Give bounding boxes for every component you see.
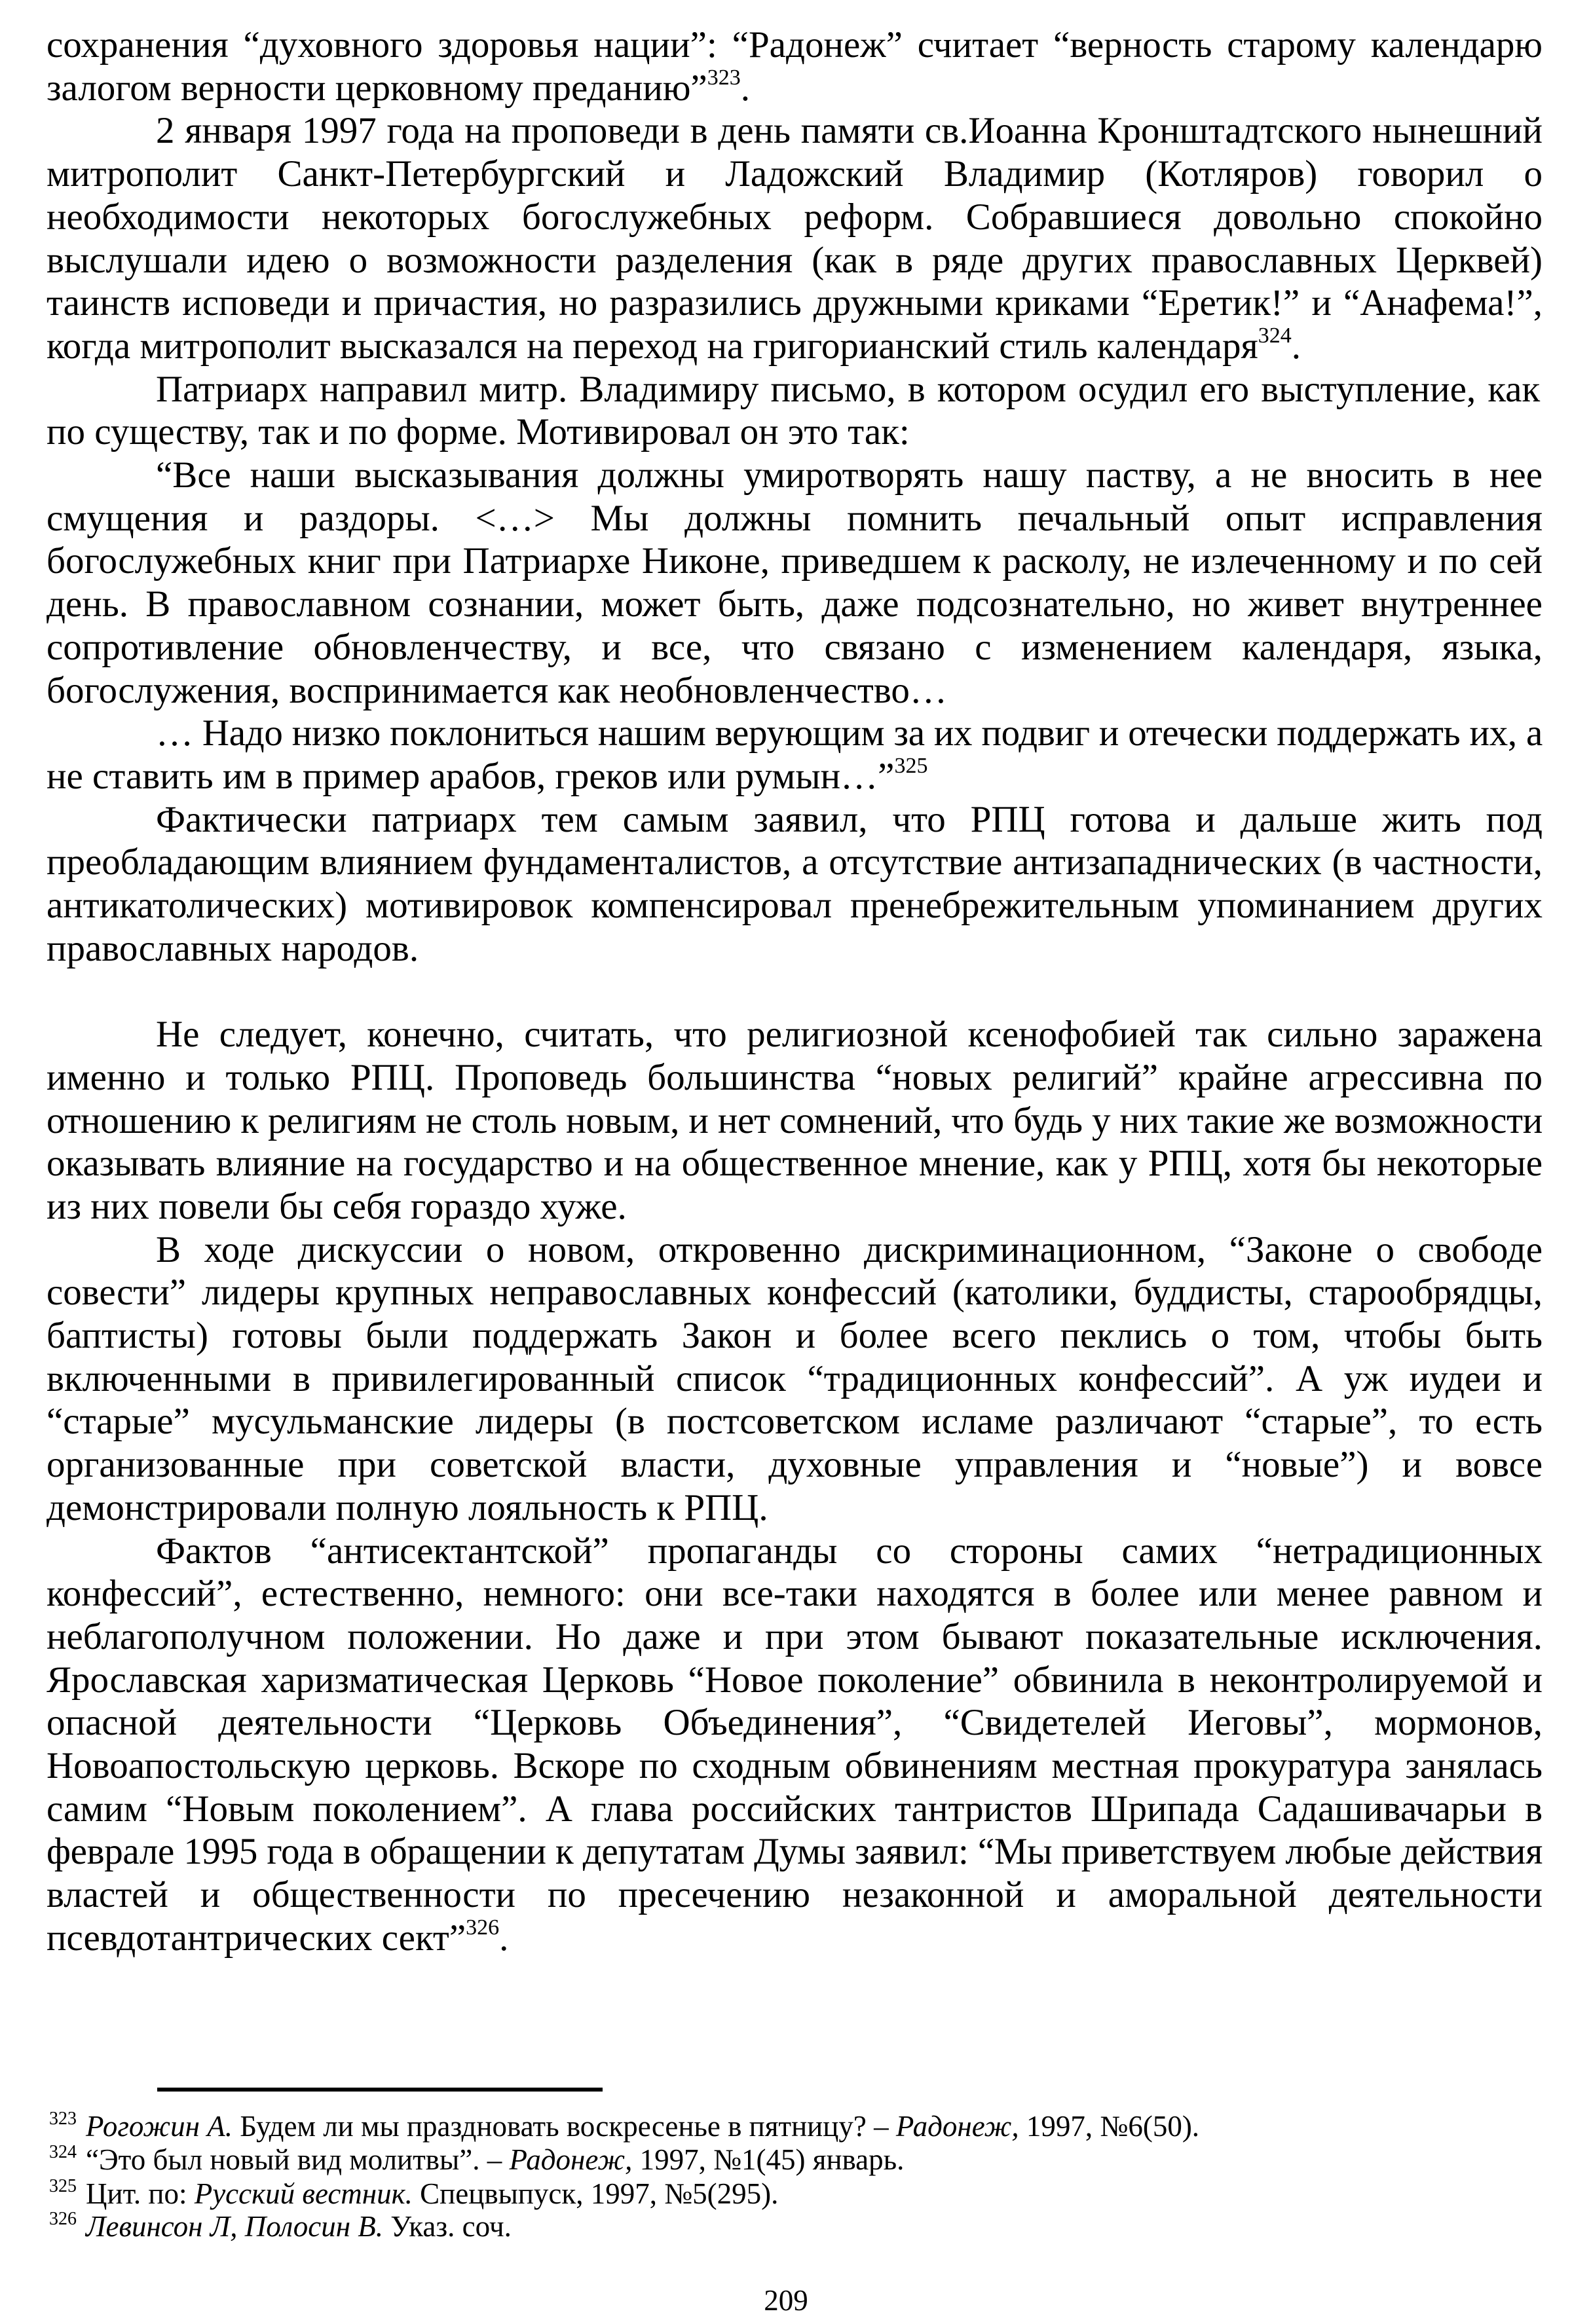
text-line [47, 282, 1543, 325]
footnote [49, 2210, 512, 2243]
text-line [47, 1701, 1543, 1744]
line-content [47, 24, 1543, 67]
line-text: совести” лидеры крупных неправославных конфессий (католики, буддисты, старообрядцы, [47, 1272, 1543, 1314]
line-text: отношению к религиям не столь новым, и нет сомнений, что будь у них такие же возможности [47, 1099, 1543, 1141]
footnote-text: Спецвыпуск, 1997, №5(295). [412, 2177, 779, 2210]
footnote-italic-text: Левинсон Л, Полосин В. [86, 2210, 384, 2243]
line-content [156, 109, 1543, 153]
text-line [47, 1099, 1543, 1143]
footnote [49, 2143, 904, 2176]
footnote-text: “Это был новый вид молитвы”. – [86, 2143, 510, 2176]
text-line [47, 1314, 1543, 1357]
line-text: конфессий”, естественно, немного: они все-таки находятся в более или менее равном и [47, 1573, 1543, 1615]
text-line [47, 1142, 1543, 1185]
line-text: антикатолических) мотивировок компенсировал пренебрежительным упоминанием других [47, 885, 1543, 926]
line-content [47, 1830, 1543, 1873]
line-content [47, 1572, 1543, 1615]
text-line [47, 24, 1543, 67]
text-line [47, 411, 1543, 454]
text-line [47, 1271, 1543, 1314]
footnote-ref[interactable]: 326 [466, 1915, 500, 1940]
line-text: Фактов “антисектантской” пропаганды со стороны самих “нетрадиционных [156, 1530, 1543, 1572]
footnote-ref[interactable]: 324 [1258, 323, 1292, 348]
line-text: богослужебных книг при Патриархе Никоне, приведшем к расколу, не излеченному и по сей [47, 540, 1543, 582]
line-text: включенными в привилегированный список “традиционных конфессий”. А уж иудеи и [47, 1357, 1543, 1399]
line-text: “старые” мусульманские лидеры (в постсоветском исламе различают “старые”, то есть [47, 1401, 1543, 1443]
line-text: “Все наши высказывания должны умиротворять нашу паству, а не вносить в нее [156, 454, 1543, 496]
footnote-number: 323 [49, 2109, 77, 2129]
line-content [47, 1357, 1543, 1401]
line-content [156, 454, 1543, 497]
line-text: смущения и раздоры. <…> Мы должны помнить печальный опыт исправления [47, 497, 1543, 539]
line-text: … Надо низко поклониться нашим верующим за их подвиг и отечески поддержать их, а [156, 712, 1543, 754]
line-text: богослужения, воспринимается как необновленчество… [47, 669, 947, 711]
line-text: Фактически патриарх тем самым заявил, что РПЦ готова и дальше жить под [156, 798, 1543, 840]
line-content [47, 67, 750, 110]
text-line [47, 1917, 1543, 1960]
footnote [49, 2177, 778, 2210]
line-content [156, 1013, 1543, 1056]
line-content [47, 1185, 627, 1228]
line-text: православных народов. [47, 927, 419, 969]
text-line [47, 497, 1543, 540]
line-content [47, 1142, 1543, 1185]
line-content [47, 1744, 1543, 1788]
text-line [47, 325, 1543, 368]
punctuation: . [740, 67, 750, 109]
line-content [47, 755, 927, 798]
footnote-italic-text: Радонеж, [509, 2143, 633, 2176]
line-text: Патриарх направил митр. Владимиру письмо, в котором осудил его выступление, как [156, 368, 1541, 410]
footnote-italic-text: Русский вестник. [194, 2177, 413, 2210]
text-line [156, 109, 1543, 153]
line-content [156, 1530, 1543, 1573]
footnote-text: Указ. соч. [383, 2210, 512, 2243]
line-content [47, 239, 1543, 282]
line-text: демонстрировали полную лояльность к РПЦ. [47, 1486, 768, 1528]
line-content [47, 411, 910, 454]
line-content [47, 196, 1543, 239]
punctuation: . [499, 1917, 509, 1959]
text-line [47, 67, 1543, 110]
text-line [47, 583, 1543, 626]
text-line [47, 540, 1543, 583]
text-line [47, 1659, 1543, 1702]
line-content [47, 1443, 1543, 1486]
text-line [47, 1443, 1543, 1486]
line-text: самим “Новым поколением”. А глава российских тантристов Шрипада Садашивачарьи в [47, 1788, 1543, 1830]
line-content [47, 1099, 1543, 1143]
text-line [47, 1572, 1543, 1615]
line-text: 2 января 1997 года на проповеди в день памяти св.Иоанна Кронштадтского нынешний [156, 110, 1543, 152]
line-content [47, 884, 1543, 927]
line-text: псевдотантрических сект” [47, 1917, 466, 1959]
footnote-text: 1997, №1(45) январь. [632, 2143, 905, 2176]
footnote-number: 326 [49, 2209, 77, 2229]
line-content [47, 325, 1301, 368]
line-content [47, 497, 1543, 540]
line-text: залогом верности церковному преданию” [47, 67, 707, 109]
text-line [156, 712, 1543, 755]
page-number: 209 [764, 2284, 808, 2317]
line-text: неблагополучном положении. Но даже и при этом бывают показательные исключения. [47, 1615, 1543, 1657]
text-line [47, 1357, 1543, 1401]
text-line [156, 1228, 1543, 1272]
line-text: выслушали идею о возможности разделения (как в ряде других православных Церквей) [47, 239, 1543, 281]
line-content [47, 1400, 1543, 1443]
line-text: день. В православном сознании, может быть, даже подсознательно, но живет внутреннее [47, 583, 1543, 625]
text-line [47, 1185, 1543, 1228]
line-content [47, 669, 947, 712]
text-line [47, 1056, 1543, 1099]
line-content [47, 1788, 1543, 1831]
text-line [47, 1830, 1543, 1873]
text-line [47, 884, 1543, 927]
footnote-separator [157, 2088, 603, 2092]
line-text: властей и общественности по пресечению незаконной и аморальной деятельности [47, 1874, 1543, 1916]
line-text: не ставить им в пример арабов, греков или румын…” [47, 755, 895, 797]
footnote-text: Будем ли мы праздновать воскресенье в пятницу? – [232, 2110, 896, 2143]
line-content [156, 798, 1543, 841]
text-line [47, 196, 1543, 239]
text-line [47, 1615, 1543, 1659]
line-content [47, 626, 1543, 669]
line-text: митрополит Санкт-Петербургский и Ладожский Владимир (Котляров) говорил о [47, 153, 1543, 195]
line-content [47, 1056, 1543, 1099]
line-text: по существу, так и по форме. Мотивировал он это так: [47, 411, 910, 453]
footnote-number: 324 [49, 2142, 77, 2162]
line-text: именно и только РПЦ. Проповедь большинства “новых религий” крайне агрессивна по [47, 1056, 1543, 1098]
line-content [47, 282, 1543, 325]
line-content [156, 712, 1543, 755]
line-text: Не следует, конечно, считать, что религиозной ксенофобией так сильно заражена [156, 1014, 1543, 1056]
line-text: таинств исповеди и причастия, но разразились дружными криками “Еретик!” и “Анафема!”, [47, 282, 1543, 324]
line-content [47, 927, 419, 970]
line-content [47, 1873, 1543, 1917]
line-content [47, 153, 1543, 196]
text-line [156, 1013, 1543, 1056]
footnote [49, 2110, 1199, 2143]
text-line [156, 368, 1543, 411]
line-text: сохранения “духовного здоровья нации”: “Радонеж” считает “верность старому календарю [47, 24, 1543, 65]
line-text: опасной деятельности “Церковь Объединения”, “Свидетелей Иеговы”, мормонов, [47, 1702, 1543, 1744]
line-text: Новоапостольскую церковь. Вскоре по сходным обвинениям местная прокуратура занялась [47, 1745, 1543, 1786]
text-line [156, 1530, 1543, 1573]
text-line [47, 1486, 1543, 1530]
line-content [47, 841, 1543, 884]
line-content [156, 1228, 1543, 1272]
line-text: необходимости некоторых богослужебных реформ. Собравшиеся довольно спокойно [47, 196, 1543, 238]
line-content [47, 1917, 508, 1960]
line-text: баптисты) готовы были поддержать Закон и более всего пеклись о том, чтобы быть [47, 1315, 1543, 1356]
line-text: оказывать влияние на государство и на общественное мнение, как у РПЦ, хотя бы некоторые [47, 1143, 1543, 1185]
text-line [47, 927, 1543, 970]
line-text: В ходе дискуссии о новом, откровенно дискриминационном, “Законе о свободе [156, 1228, 1543, 1270]
line-content [47, 1701, 1543, 1744]
line-content [47, 583, 1543, 626]
text-line [47, 1744, 1543, 1788]
line-text: из них повели бы себя гораздо хуже. [47, 1185, 627, 1227]
line-content [47, 1314, 1543, 1357]
line-content [47, 1271, 1543, 1314]
line-content [47, 1486, 768, 1530]
line-text: организованные при советской власти, духовные управления и “новые”) и вовсе [47, 1444, 1543, 1486]
text-line [47, 669, 1543, 712]
footnote-ref[interactable]: 323 [707, 65, 741, 90]
text-line [47, 626, 1543, 669]
line-text: Ярославская харизматическая Церковь “Новое поколение” обвинила в неконтролируемой и [47, 1659, 1543, 1701]
punctuation: . [1291, 325, 1301, 367]
footnote-italic-text: Рогожин А. [86, 2110, 233, 2143]
text-line [156, 798, 1543, 841]
text-line [47, 841, 1543, 884]
footnote-italic-text: Радонеж, [895, 2110, 1019, 2143]
line-text: сопротивление обновленчеству, и все, что связано с изменением календаря, языка, [47, 626, 1543, 668]
line-text: преобладающим влиянием фундаменталистов, а отсутствие антизападнических (в частности, [47, 841, 1543, 883]
footnote-text: Цит. по: [86, 2177, 195, 2210]
text-line [47, 153, 1543, 196]
text-line [47, 755, 1543, 798]
text-line [47, 1400, 1543, 1443]
line-content [47, 540, 1543, 583]
footnote-number: 325 [49, 2176, 77, 2196]
line-content [47, 1659, 1543, 1702]
line-content [47, 1615, 1543, 1659]
footnote-text: 1997, №6(50). [1019, 2110, 1200, 2143]
text-line [156, 454, 1543, 497]
line-text: когда митрополит высказался на переход на григорианский стиль календаря [47, 325, 1258, 367]
line-content [156, 368, 1540, 411]
text-line [47, 1873, 1543, 1917]
footnote-ref[interactable]: 325 [894, 753, 928, 778]
text-line [47, 1788, 1543, 1831]
line-text: феврале 1995 года в обращении к депутатам Думы заявил: “Мы приветствуем любые действия [47, 1831, 1543, 1873]
text-line [47, 239, 1543, 282]
